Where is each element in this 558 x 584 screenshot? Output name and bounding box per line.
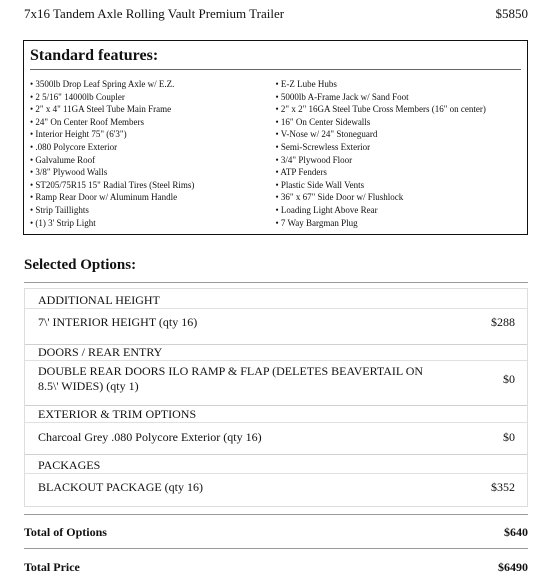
option-group-doors-rear-entry	[25, 344, 527, 408]
option-item: DOUBLE REAR DOORS ILO RAMP & FLAP (DELETES BEAVERTAIL ON 8.5\' WIDES) (qty 1)	[38, 364, 424, 393]
option-item: BLACKOUT PACKAGE (qty 16)	[38, 480, 204, 494]
header	[24, 6, 528, 22]
divider	[24, 514, 528, 515]
feature-item: • 3500lb Drop Leaf Spring Axle w/ E.Z.	[30, 79, 175, 89]
divider	[25, 473, 527, 474]
feature-item: • (1) 3' Strip Light	[30, 217, 96, 228]
feature-item: • 3/4" Plywood Floor	[275, 154, 353, 165]
standard-features-box	[23, 40, 528, 235]
feature-item: • Plastic Side Wall Vents	[275, 179, 365, 190]
option-price: $0	[503, 430, 515, 444]
feature-item: • ST205/75R15 15" Radial Tires (Steel Rims)	[30, 179, 195, 190]
feature-item: • .080 Polycore Exterior	[30, 141, 118, 152]
divider	[24, 548, 528, 549]
feature-item: • 16" On Center Sidewalls	[275, 116, 371, 127]
total-of-options-label: Total of Options	[24, 525, 107, 539]
feature-item: • 3/8" Plywood Walls	[30, 167, 108, 178]
divider	[25, 308, 527, 309]
feature-item: • ATP Fenders	[275, 167, 327, 178]
option-group-additional-height	[25, 289, 527, 347]
feature-item: • V-Nose w/ 24" Stoneguard	[275, 129, 378, 140]
option-group-name: PACKAGES	[38, 458, 101, 472]
feature-item: • 24" On Center Roof Members	[30, 116, 145, 127]
total-of-options-row	[24, 525, 528, 540]
selected-options-title: Selected Options:	[24, 257, 137, 273]
feature-item: • Strip Taillights	[30, 204, 89, 215]
total-of-options-value: $640	[504, 525, 528, 539]
standard-features-title: Standard features:	[30, 47, 159, 64]
trailer-title: 7x16 Tandem Axle Rolling Vault Premium Trailer	[24, 6, 285, 21]
option-group-packages	[25, 454, 527, 504]
option-price: $352	[491, 480, 515, 494]
option-price: $288	[491, 315, 515, 329]
option-group-name: EXTERIOR & TRIM OPTIONS	[38, 407, 197, 421]
total-price-value: $6490	[498, 560, 528, 574]
feature-item: • Interior Height 75" (6'3")	[30, 129, 127, 140]
selected-options-panel	[24, 288, 528, 507]
feature-item: • 2" x 2" 16GA Steel Tube Cross Members (16" on center)	[275, 104, 486, 115]
feature-item: • Ramp Rear Door w/ Aluminum Handle	[30, 192, 178, 203]
divider	[25, 422, 527, 423]
total-price-row	[24, 560, 528, 575]
feature-item: • Galvalume Roof	[30, 154, 96, 165]
option-group-name: DOORS / REAR ENTRY	[38, 345, 163, 359]
base-price: $5850	[495, 6, 528, 21]
option-price: $0	[503, 372, 515, 386]
divider	[25, 360, 527, 361]
option-group-name: ADDITIONAL HEIGHT	[38, 293, 160, 307]
feature-item: • E-Z Lube Hubs	[275, 79, 337, 89]
option-item: 7\' INTERIOR HEIGHT (qty 16)	[38, 315, 198, 329]
divider	[24, 282, 528, 283]
feature-item: • 7 Way Bargman Plug	[275, 217, 358, 228]
features-right-column	[276, 78, 522, 229]
feature-item: • Loading Light Above Rear	[275, 204, 378, 215]
feature-item: • 5000lb A-Frame Jack w/ Sand Foot	[275, 91, 409, 102]
feature-item: • Semi-Screwless Exterior	[275, 141, 371, 152]
option-group-exterior-trim	[25, 405, 527, 455]
features-left-column	[30, 78, 276, 229]
divider	[30, 69, 521, 70]
option-item: Charcoal Grey .080 Polycore Exterior (qty 16)	[38, 430, 262, 444]
feature-item: • 36" x 67" Side Door w/ Flushlock	[275, 192, 404, 203]
feature-item: • 2" x 4" 11GA Steel Tube Main Frame	[30, 104, 172, 115]
total-price-label: Total Price	[24, 560, 80, 574]
feature-item: • 2 5/16" 14000lb Coupler	[30, 91, 125, 102]
features-list	[30, 78, 521, 229]
